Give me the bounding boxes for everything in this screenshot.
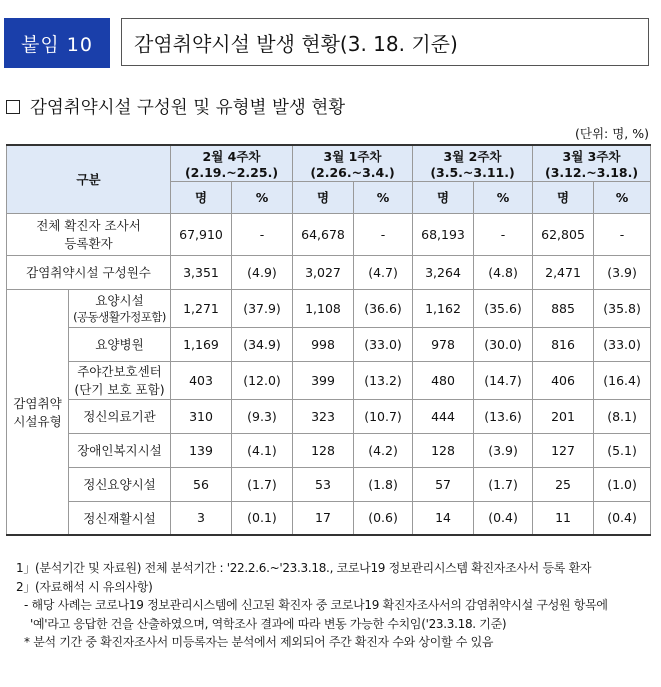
row-label: 장애인복지시설: [69, 433, 171, 467]
cell: (0.1): [232, 501, 293, 535]
col-count-header: 명: [171, 181, 232, 213]
col-count-header: 명: [533, 181, 594, 213]
table-row: [7, 255, 651, 289]
cell: 444: [413, 399, 474, 433]
row-label: 감염취약시설 구성원수: [7, 255, 171, 289]
cell: (35.6): [474, 289, 533, 327]
cell: 3,027: [293, 255, 354, 289]
week-header: 3월 1주차 (2.26.~3.4.): [293, 145, 413, 181]
cell: 998: [293, 327, 354, 361]
week-header: 2월 4주차 (2.19.~2.25.): [171, 145, 293, 181]
cell: (1.8): [354, 467, 413, 501]
cell: -: [232, 213, 293, 255]
cell: 53: [293, 467, 354, 501]
cell: (16.4): [594, 361, 651, 399]
cell: 1,108: [293, 289, 354, 327]
corner-header: 구분: [7, 145, 171, 213]
cell: (4.1): [232, 433, 293, 467]
cell: 323: [293, 399, 354, 433]
table-row: [7, 433, 651, 467]
cell: (3.9): [594, 255, 651, 289]
unit-label: (단위: 명, %): [575, 126, 649, 141]
cell: 1,162: [413, 289, 474, 327]
cell: -: [474, 213, 533, 255]
cell: 139: [171, 433, 232, 467]
cell: 816: [533, 327, 594, 361]
cell: 14: [413, 501, 474, 535]
group-label: 감염취약 시설유형: [7, 289, 69, 535]
cell: (37.9): [232, 289, 293, 327]
col-pct-header: %: [232, 181, 293, 213]
cell: (13.2): [354, 361, 413, 399]
cell: 68,193: [413, 213, 474, 255]
cell: (4.2): [354, 433, 413, 467]
row-label: 요양병원: [69, 327, 171, 361]
cell: (1.7): [474, 467, 533, 501]
cell: 1,271: [171, 289, 232, 327]
cell: 3,264: [413, 255, 474, 289]
cell: 67,910: [171, 213, 232, 255]
cell: -: [594, 213, 651, 255]
col-pct-header: %: [354, 181, 413, 213]
cell: (3.9): [474, 433, 533, 467]
cell: 310: [171, 399, 232, 433]
cell: (4.9): [232, 255, 293, 289]
cell: (4.8): [474, 255, 533, 289]
week-header: 3월 3주차 (3.12.~3.18.): [533, 145, 651, 181]
row-label: 주야간보호센터 (단기 보호 포함): [69, 361, 171, 399]
cell: (30.0): [474, 327, 533, 361]
cell: 64,678: [293, 213, 354, 255]
table-row: [7, 213, 651, 255]
section-title: 감염취약시설 구성원 및 유형별 발생 현황: [30, 98, 346, 118]
cell: -: [354, 213, 413, 255]
cell: (8.1): [594, 399, 651, 433]
outbreak-table: [6, 144, 651, 536]
table-row: [7, 327, 651, 361]
cell: (5.1): [594, 433, 651, 467]
cell: 128: [293, 433, 354, 467]
cell: 480: [413, 361, 474, 399]
cell: 2,471: [533, 255, 594, 289]
cell: (4.7): [354, 255, 413, 289]
cell: 201: [533, 399, 594, 433]
row-label: 정신재활시설: [69, 501, 171, 535]
row-label: 정신요양시설: [69, 467, 171, 501]
cell: 57: [413, 467, 474, 501]
cell: 885: [533, 289, 594, 327]
col-pct-header: %: [594, 181, 651, 213]
col-pct-header: %: [474, 181, 533, 213]
page-title: 감염취약시설 발생 현황(3. 18. 기준): [121, 18, 649, 66]
cell: (13.6): [474, 399, 533, 433]
cell: (33.0): [354, 327, 413, 361]
table-row: [7, 399, 651, 433]
cell: (14.7): [474, 361, 533, 399]
cell: 56: [171, 467, 232, 501]
cell: (1.7): [232, 467, 293, 501]
cell: (0.6): [354, 501, 413, 535]
cell: 978: [413, 327, 474, 361]
square-bullet-icon: [6, 100, 20, 114]
cell: 406: [533, 361, 594, 399]
table-row: [7, 361, 651, 399]
week-header: 3월 2주차 (3.5.~3.11.): [413, 145, 533, 181]
attachment-badge: 붙임 10: [4, 18, 110, 68]
cell: 3,351: [171, 255, 232, 289]
col-count-header: 명: [293, 181, 354, 213]
cell: (12.0): [232, 361, 293, 399]
cell: (0.4): [594, 501, 651, 535]
footnote-2-item-cont: '예'라고 응답한 건을 산출하였으며, 역학조사 결과에 따라 변동 가능한 수치임('23.3.18. 기준): [30, 616, 507, 631]
cell: 399: [293, 361, 354, 399]
cell: 62,805: [533, 213, 594, 255]
cell: (36.6): [354, 289, 413, 327]
section-heading: [6, 94, 345, 119]
cell: 11: [533, 501, 594, 535]
row-label: 전체 확진자 조사서 등록환자: [7, 213, 171, 255]
footnote-2: 2」(자료해석 시 유의사항): [16, 579, 153, 594]
cell: (1.0): [594, 467, 651, 501]
cell: 3: [171, 501, 232, 535]
footnotes: [10, 559, 650, 652]
cell: 17: [293, 501, 354, 535]
col-count-header: 명: [413, 181, 474, 213]
row-label: 요양시설 (공동생활가정포함): [69, 289, 171, 327]
cell: (34.9): [232, 327, 293, 361]
footnote-asterisk: * 분석 기간 중 확진자조사서 미등록자는 분석에서 제외되어 주간 확진자 수와 상이할 수 있음: [24, 635, 494, 649]
cell: (33.0): [594, 327, 651, 361]
cell: 1,169: [171, 327, 232, 361]
footnote-2-item: - 해당 사례는 코로나19 정보관리시스템에 신고된 확진자 중 코로나19 확진자조사서의 감염취약시설 구성원 항목에: [24, 598, 608, 612]
cell: 127: [533, 433, 594, 467]
table-row: [7, 289, 651, 327]
cell: (35.8): [594, 289, 651, 327]
row-label: 정신의료기관: [69, 399, 171, 433]
cell: 403: [171, 361, 232, 399]
cell: 25: [533, 467, 594, 501]
cell: (9.3): [232, 399, 293, 433]
cell: (10.7): [354, 399, 413, 433]
cell: 128: [413, 433, 474, 467]
footnote-1: 1」(분석기간 및 자료원) 전체 분석기간 : '22.2.6.~'23.3.18., 코로나19 정보관리시스템 확진자조사서 등록 환자: [16, 561, 592, 575]
table-row: [7, 501, 651, 535]
cell: (0.4): [474, 501, 533, 535]
table-row: [7, 467, 651, 501]
